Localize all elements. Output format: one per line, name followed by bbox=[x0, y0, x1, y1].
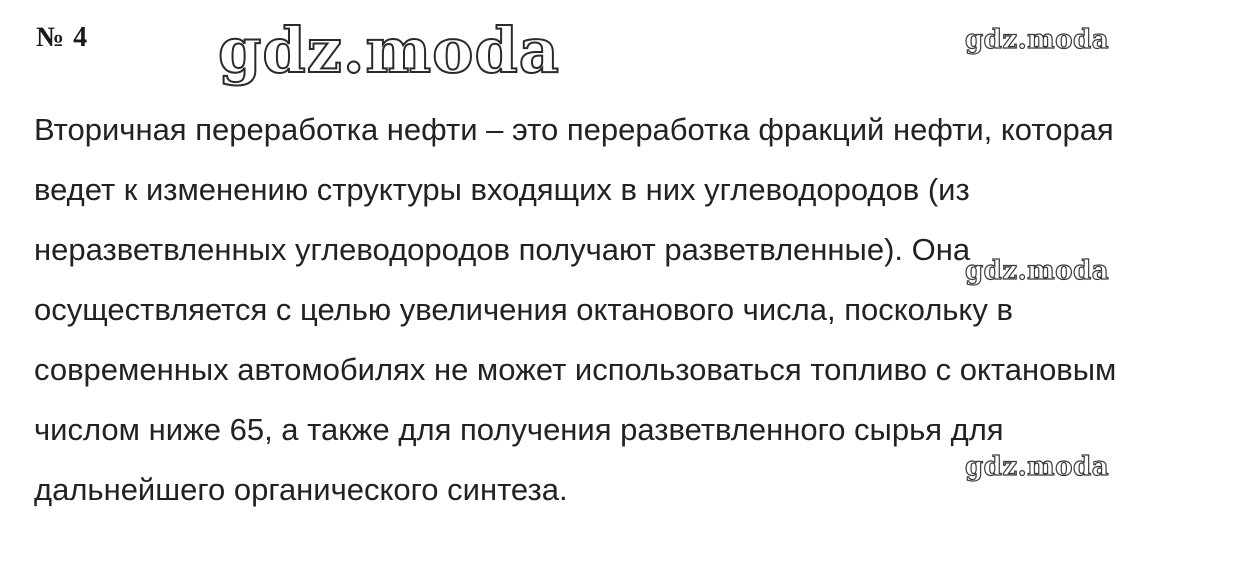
answer-line: неразветвленных углеводородов получают разветвленные). Она bbox=[34, 232, 971, 267]
watermark-logo-small: gdz.moda bbox=[965, 452, 1110, 482]
answer-line: ведет к изменению структуры входящих в них углеводородов (из bbox=[34, 172, 970, 207]
watermark-logo-small: gdz.moda bbox=[965, 25, 1110, 55]
answer-line: числом ниже 65, а также для получения разветвленного сырья для bbox=[34, 412, 1004, 447]
answer-line: современных автомобилях не может использоваться топливо с октановым bbox=[34, 352, 1117, 387]
watermark-logo-large: gdz.moda bbox=[218, 14, 560, 87]
answer-line: Вторичная переработка нефти – это переработка фракций нефти, которая bbox=[34, 112, 1114, 147]
answer-line: дальнейшего органического синтеза. bbox=[34, 472, 568, 507]
watermark-logo-small: gdz.moda bbox=[965, 256, 1110, 286]
task-number: № 4 bbox=[36, 22, 89, 53]
answer-line: осуществляется с целью увеличения октанового числа, поскольку в bbox=[34, 292, 1013, 327]
answer-text bbox=[34, 100, 1214, 520]
